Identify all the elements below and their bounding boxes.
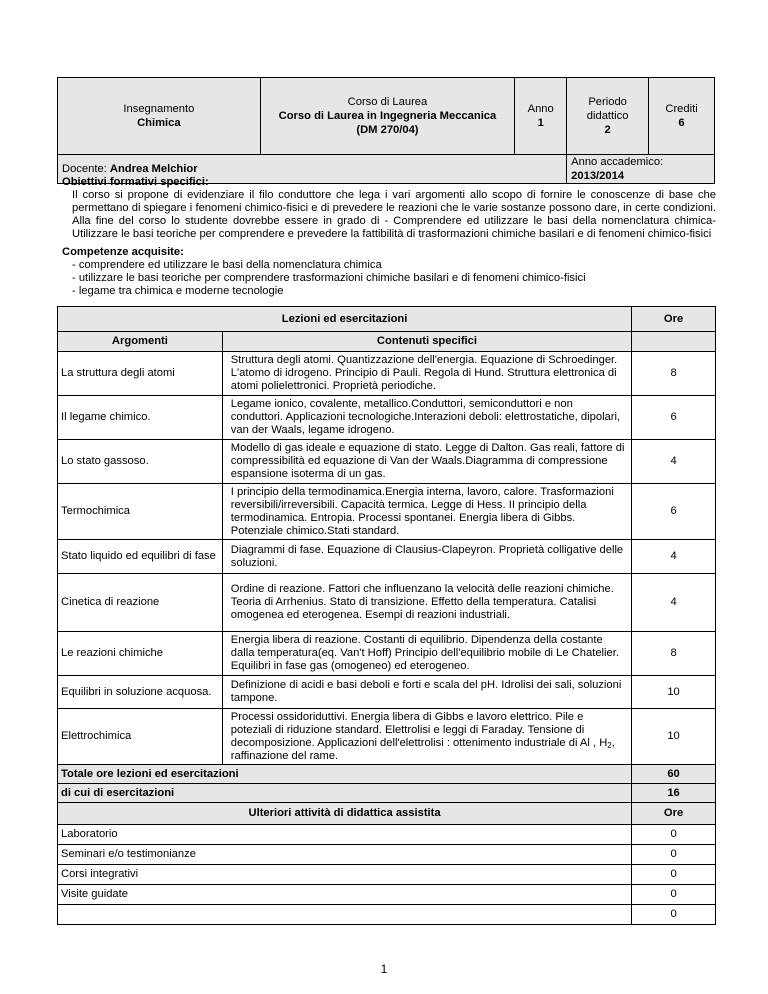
attivita-label: Seminari e/o testimonianze (58, 845, 632, 865)
totale-label: Totale ore lezioni ed esercitazioni (58, 765, 632, 784)
argomento-cell: Equilibri in soluzione acquosa. (58, 676, 223, 709)
anno-value: 1 (537, 117, 544, 129)
contenuti-cell: Struttura degli atomi. Quantizzazione dell'energia. Equazione di Schroedinger. L'atomo di idrogeno. Principio di Pauli. Regola di Hund. Struttura elettronica di atomi polielettronici. Proprietà periodiche. (222, 352, 631, 396)
ore-cell: 8 (632, 352, 716, 396)
crediti-cell (649, 78, 715, 155)
contenuti-cell: Definizione di acidi e basi deboli e forti e scala del pH. Idrolisi dei sali, soluzioni tampone. (222, 676, 631, 709)
ore-cell: 4 (632, 574, 716, 632)
attivita-ore: 0 (632, 905, 716, 925)
table-row (58, 825, 716, 845)
contenuti-text-end: , raffinazione del rame. (230, 736, 615, 762)
subscript: 2 (607, 740, 612, 750)
attivita-ore: 0 (632, 845, 716, 865)
table-row (58, 632, 716, 676)
contenuti-cell: Diagrammi di fase. Equazione di Clausius-Clapeyron. Proprietà colligative delle soluzioni. (222, 540, 631, 574)
argomenti-header: Argomenti (58, 332, 223, 352)
attivita-ore: 0 (632, 885, 716, 905)
competenze-item: - legame tra chimica e moderne tecnologie (72, 285, 284, 297)
argomento-cell: Elettrochimica (58, 709, 223, 765)
contenuti-cell: Legame ionico, covalente, metallico.Conduttori, semiconduttori e non conduttori. Applicazioni tecnologiche.Interazioni deboli: elettrostatiche, dipolari, van der Waals, legame idrogeno. (222, 396, 631, 440)
anno-accademico-label: Anno accademico: (571, 156, 664, 168)
insegnamento-cell (58, 78, 261, 155)
table-row (58, 484, 716, 540)
contenuti-cell: Modello di gas ideale e equazione di stato. Legge di Dalton. Gas reali, fattore di compressibilità ed equazione di Van der Waals.Diagramma di compressione espansione isoterma di un gas. (222, 440, 631, 484)
attivita-label: Corsi integrativi (58, 865, 632, 885)
contenuti-cell: I principio della termodinamica.Energia interna, lavoro, calore. Trasformazioni reversibili/irreversibili. Capacità termica. Legge di Hess. II principio della termodinamica. Entropia. Processi spontanei. Energia libera di Gibbs. Potenziale chimico.Stati standard. (222, 484, 631, 540)
docente-value: Andrea Melchior (109, 163, 198, 175)
table-row (58, 845, 716, 865)
corso-dm: (DM 270/04) (356, 124, 419, 136)
insegnamento-value: Chimica (137, 117, 181, 129)
competenze-item: - utilizzare le basi teoriche per comprendere trasformazioni chimiche basilari e di fenomeni chimico-fisici (72, 272, 586, 284)
argomento-cell: Cinetica di reazione (58, 574, 223, 632)
attivita-ore: 0 (632, 865, 716, 885)
lezioni-table (57, 306, 716, 925)
competenze-item: - comprendere ed utilizzare le basi della nomenclatura chimica (72, 259, 382, 271)
table-row (58, 352, 716, 396)
totale-value: 60 (632, 765, 716, 784)
anno-label: Anno (527, 103, 554, 115)
ore-cell: 6 (632, 484, 716, 540)
ore-cell: 8 (632, 632, 716, 676)
page-number: 1 (380, 962, 388, 976)
ore-cell: 10 (632, 676, 716, 709)
table-row (58, 396, 716, 440)
periodo-value: 2 (604, 124, 611, 136)
table-row (58, 905, 716, 925)
argomento-cell: Termochimica (58, 484, 223, 540)
table-row (58, 440, 716, 484)
argomento-cell: Le reazioni chimiche (58, 632, 223, 676)
ore-cell: 4 (632, 540, 716, 574)
competenze-section (62, 246, 716, 298)
periodo-label-2: didattico (586, 110, 629, 122)
insegnamento-label: Insegnamento (123, 103, 195, 115)
obiettivi-title: Obiettivi formativi specifici: (62, 176, 209, 188)
argomento-cell: Stato liquido ed equilibri di fase (58, 540, 223, 574)
attivita-label: Laboratorio (58, 825, 632, 845)
corso-cell (260, 78, 515, 155)
lezioni-ore-header: Ore (632, 307, 716, 332)
corso-value: Corso di Laurea in Ingegneria Meccanica (278, 110, 497, 122)
contenuti-text: Processi ossidoriduttivi. Energia libera di Gibbs e lavoro elettrico. Pile e poteziali di riduzione standard. Elettrolisi e leggi di Faraday. Tensione di decomposizione. Applicazioni dell'elettrolisi : ottenimento industriale di Al , H (230, 710, 608, 749)
course-header-table (57, 77, 715, 184)
contenuti-cell (222, 709, 631, 765)
ore-cell: 10 (632, 709, 716, 765)
docente-label: Docente: (62, 163, 110, 175)
competenze-title: Competenze acquisite: (62, 246, 184, 258)
lezioni-title: Lezioni ed esercitazioni (58, 307, 632, 332)
ulteriori-title: Ulteriori attività di didattica assistita (58, 803, 632, 825)
periodo-cell (567, 78, 649, 155)
attivita-label: Visite guidate (58, 885, 632, 905)
attivita-ore: 0 (632, 825, 716, 845)
periodo-label-1: Periodo (588, 96, 627, 108)
crediti-label: Crediti (665, 103, 698, 115)
contenuti-cell: Energia libera di reazione. Costanti di equilibrio. Dipendenza della costante dalla temperatura(eq. Van't Hoff) Principio dell'equilibrio mobile di Le Chatelier. Equilibri in fase gas (omogeneo) ed eterogeneo. (222, 632, 631, 676)
esercitazioni-value: 16 (632, 784, 716, 803)
contenuti-header: Contenuti specifici (222, 332, 631, 352)
attivita-label (58, 905, 632, 925)
table-row (58, 885, 716, 905)
crediti-value: 6 (678, 117, 685, 129)
argomento-cell: Il legame chimico. (58, 396, 223, 440)
contenuti-cell: Ordine di reazione. Fattori che influenzano la velocità delle reazioni chimiche. Teoria di Arrhenius. Stato di transizione. Effetto della temperatura. Catalisi omogenea ed eterogenea. Esempi di reazioni industriali. (222, 574, 631, 632)
corso-label: Corso di Laurea (347, 96, 428, 108)
ore-header-blank (632, 332, 716, 352)
ore-cell: 6 (632, 396, 716, 440)
ulteriori-ore-header: Ore (632, 803, 716, 825)
obiettivi-section (62, 176, 716, 241)
table-row (58, 574, 716, 632)
anno-cell (515, 78, 567, 155)
argomento-cell: Lo stato gassoso. (58, 440, 223, 484)
ore-cell: 4 (632, 440, 716, 484)
esercitazioni-label: di cui di esercitazioni (58, 784, 632, 803)
table-row (58, 540, 716, 574)
table-row (58, 676, 716, 709)
anno-accademico-value: 2013/2014 (571, 170, 625, 182)
obiettivi-text: Il corso si propone di evidenziare il filo conduttore che lega i vari argomenti allo scopo di fornire le conoscenze di base che permettano di spiegare i fenomeni chimico-fisici e di prevedere le reazioni che le varie sostanze possono dare, in certe condizioni. Alla fine del corso lo studente dovrebbe essere in grado di - Comprendere ed utilizzare le basi della nomenclatura chimica- Utilizzare le basi teoriche per comprendere e prevedere la fattibilità di trasformazioni chimiche basilari e di fenomeni chimico-fisici (72, 189, 716, 240)
argomento-cell: La struttura degli atomi (58, 352, 223, 396)
table-row (58, 709, 716, 765)
table-row (58, 865, 716, 885)
